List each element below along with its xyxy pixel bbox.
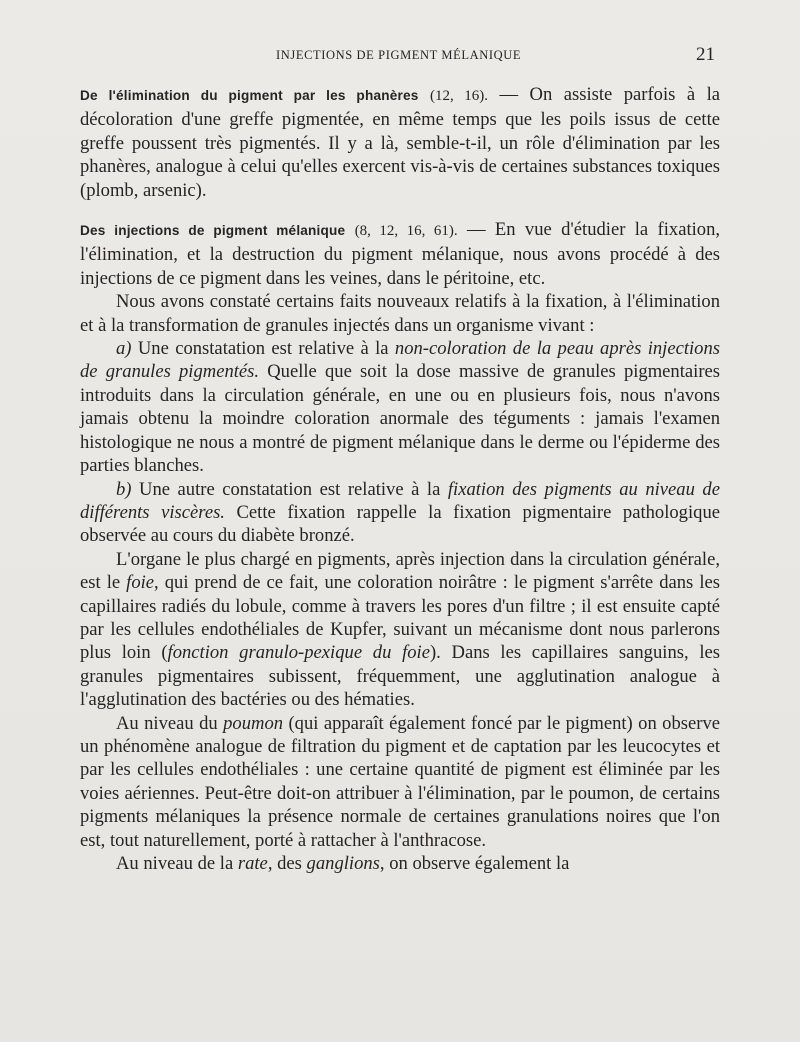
paragraph-text: Au niveau du bbox=[116, 712, 224, 734]
section-dash: — bbox=[457, 219, 495, 241]
paragraph-text: , on observe également la bbox=[379, 853, 570, 874]
section-dash: — bbox=[488, 84, 530, 105]
paragraph-text: (qui apparaît également foncé par le pigment) on observe un phénomène analogue de filtration du pigment et de captation par les leucocytes et par les cellules endothéliales : une certaine quantité de pigment est éliminée par les voies aériennes. Peut-être doit-on attribuer à l'élimination, par le poumon, de certains pigments mélaniques la présence normale de certaines granulations noires que l'on est, tout naturellement, porté à rattacher à l'anthracose. bbox=[80, 712, 720, 851]
paragraph-a bbox=[80, 337, 720, 477]
paragraph-poumon bbox=[80, 712, 720, 852]
section-heading: De l'élimination du pigment par les phanères bbox=[80, 88, 419, 103]
section-phaneres bbox=[80, 83, 720, 202]
paragraph-text: Quelle que soit la dose massive de granules pigmentaires introduits dans la circulation générale, en une ou en plusieurs fois, nous n'avons jamais obtenu la moindre coloration anormale des téguments : jamais l'examen histologique ne nous a montré de pigment mélanique dans le derme ou l'épiderme des parties blanches. bbox=[80, 361, 720, 477]
paragraph-emphasis: poumon bbox=[223, 712, 284, 734]
body-text bbox=[80, 83, 720, 875]
paragraph-emphasis: fonction granulo-pexique du foie bbox=[167, 642, 430, 664]
paragraph-foie bbox=[80, 548, 720, 712]
running-title: INJECTIONS DE PIGMENT MÉLANIQUE bbox=[276, 48, 522, 62]
paragraph-text: , des bbox=[267, 853, 307, 874]
paragraph-b bbox=[80, 478, 720, 548]
item-label: a) bbox=[116, 338, 132, 360]
paragraph-text: L'organe le plus chargé en pigments, après injection dans la circulation générale, est le bbox=[80, 548, 720, 594]
paragraph-text: Cette fixation rappelle la fixation pigmentaire pathologique observée au cours du diabète bronzé. bbox=[80, 501, 720, 547]
paragraph-text: Une autre constatation est relative à la bbox=[131, 478, 448, 500]
item-label: b) bbox=[116, 478, 132, 500]
paragraph-emphasis: fixation des pigments au niveau de différents viscères. bbox=[80, 478, 720, 523]
section-text: En vue d'étudier la fixation, l'élimination, et la destruction du pigment mélanique, nous avons procédé à des injections de ce pigment dans les veines, dans le péritoine, etc. bbox=[80, 219, 721, 289]
paragraph-text: Une constatation est relative à la bbox=[131, 338, 395, 360]
paragraph-intro: Nous avons constaté certains faits nouveaux relatifs à la fixation, à l'élimination et à la transformation de granules injectés dans un organisme vivant : bbox=[80, 291, 720, 336]
page-number: 21 bbox=[696, 44, 715, 65]
paragraph-text: , qui prend de ce fait, une coloration noirâtre : le pigment s'arrête dans les capillaires radiés du lobule, comme à travers les pores d'un filtre ; il est ensuite capté par les cellules endothéliales de Kupfer, suivant un mécanisme dont nous parlerons plus loin ( bbox=[80, 572, 720, 664]
section-injections bbox=[80, 218, 720, 290]
paragraph-text: ). Dans les capillaires sanguins, les granules pigmentaires subissent, fréquemment, une agglutination analogue à l'agglutination des bactéries ou des hématies. bbox=[80, 642, 720, 711]
paragraph-rate bbox=[80, 852, 720, 875]
paragraph-emphasis: foie bbox=[126, 572, 155, 594]
paragraph-text: Au niveau de la bbox=[116, 853, 238, 874]
section-heading: Des injections de pigment mélanique bbox=[80, 223, 346, 239]
paragraph-emphasis: ganglions bbox=[306, 853, 380, 874]
section-refs: (12, 16). bbox=[429, 88, 489, 104]
page-header bbox=[0, 44, 800, 74]
paragraph-emphasis: non-coloration de la peau après injections de granules pigmentés. bbox=[80, 338, 720, 383]
section-text: On assiste parfois à la décoloration d'une greffe pigmentée, en même temps que les poils issus de cette greffe poussent très pigmentés. Il y a là, semble-t-il, un rôle d'élimination par les phanères, analogue à celui qu'elles exercent vis-à-vis de certaines substances toxiques (plomb, arsenic). bbox=[80, 84, 720, 201]
paragraph-emphasis: rate bbox=[237, 853, 268, 874]
section-refs: (8, 12, 16, 61). bbox=[354, 223, 458, 240]
